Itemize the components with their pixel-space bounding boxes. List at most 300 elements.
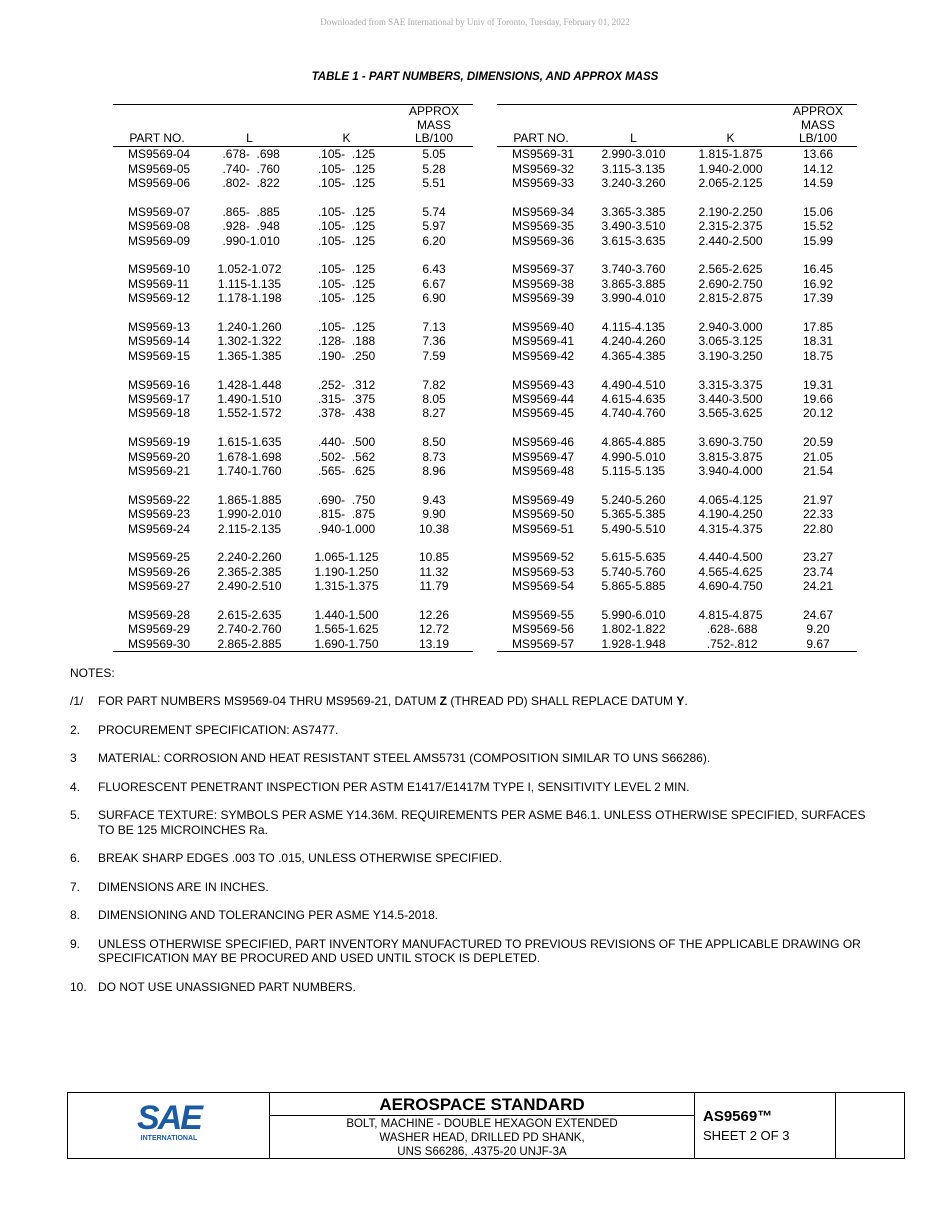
table-row	[497, 550, 857, 564]
header-part-no: PART NO.	[497, 105, 585, 147]
mass-cell: 15.52	[802, 219, 834, 234]
k-dimension-cell: .105- .125	[317, 233, 376, 248]
note-text: MATERIAL: CORROSION AND HEAT RESISTANT STEEL AMS5731 (COMPOSITION SIMILAR TO UNS S66286).	[98, 751, 711, 766]
l-dimension-cell: 2.615-2.635	[217, 607, 282, 622]
part-number-cell: MS9569-31	[512, 147, 575, 162]
table-row	[497, 219, 857, 233]
mass-cell: 8.96	[422, 463, 446, 478]
table-row	[113, 608, 473, 622]
k-dimension-cell: 4.815-4.875	[698, 607, 763, 622]
l-dimension-cell: 3.865-3.885	[601, 276, 666, 291]
k-dimension-cell: .128- .188	[317, 334, 376, 349]
k-dimension-cell: .105- .125	[317, 276, 376, 291]
l-dimension-cell: 2.740-2.760	[217, 622, 282, 637]
k-dimension-cell: .190- .250	[317, 348, 376, 363]
note-item	[70, 880, 880, 894]
table-row	[113, 147, 473, 162]
table-row	[497, 464, 857, 478]
mass-cell: 12.72	[418, 622, 450, 637]
note-number: 4.	[70, 779, 81, 794]
part-number-cell: MS9569-24	[128, 521, 191, 536]
l-dimension-cell: .740- .760	[219, 161, 280, 176]
mass-cell: 18.31	[802, 334, 834, 349]
k-dimension-cell: .378- .438	[317, 406, 376, 421]
mass-cell: 6.43	[422, 262, 446, 277]
group-spacer	[497, 248, 857, 262]
note-number: /1/	[70, 694, 84, 708]
l-dimension-cell: .990-1.010	[219, 233, 280, 248]
k-dimension-cell: .815- .875	[317, 507, 376, 522]
mass-cell: 6.20	[422, 233, 446, 248]
title-block	[67, 1092, 905, 1159]
l-dimension-cell: 4.365-4.385	[601, 348, 666, 363]
description-line: BOLT, MACHINE - DOUBLE HEXAGON EXTENDED	[346, 1118, 618, 1130]
table-row	[113, 349, 473, 363]
part-number-cell: MS9569-38	[512, 276, 575, 291]
note-number: 10.	[70, 979, 87, 994]
part-number-cell: MS9569-07	[128, 204, 191, 219]
k-dimension-cell: 3.065-3.125	[698, 334, 763, 349]
part-number-cell: MS9569-15	[128, 348, 191, 363]
parts-table-right	[497, 104, 857, 652]
notes-heading: NOTES:	[70, 666, 115, 680]
description-line: WASHER HEAD, DRILLED PD SHANK,	[379, 1132, 585, 1144]
note-text: DIMENSIONING AND TOLERANCING PER ASME Y14.5-2018.	[98, 908, 439, 923]
l-dimension-cell: 1.552-1.572	[217, 406, 282, 421]
part-number-cell: MS9569-48	[512, 463, 575, 478]
note-item	[70, 937, 880, 966]
header-part-no: PART NO.	[113, 105, 201, 147]
group-spacer	[497, 478, 857, 492]
part-number-cell: MS9569-41	[512, 334, 575, 349]
part-number-cell: MS9569-45	[512, 406, 575, 421]
note-item	[70, 751, 880, 765]
k-dimension-cell: 4.565-4.625	[698, 564, 763, 579]
note-text: DO NOT USE UNASSIGNED PART NUMBERS.	[98, 979, 356, 994]
table-row	[497, 450, 857, 464]
note-item	[70, 980, 880, 994]
part-number-cell: MS9569-56	[512, 622, 575, 637]
table-row	[497, 176, 857, 190]
part-number-cell: MS9569-40	[512, 319, 575, 334]
mass-cell: 21.05	[802, 449, 834, 464]
table-row	[113, 234, 473, 248]
table-row	[113, 450, 473, 464]
part-number-cell: MS9569-20	[128, 449, 191, 464]
note-number: 8.	[70, 908, 81, 923]
mass-cell: 23.74	[802, 564, 834, 579]
part-number-cell: MS9569-10	[128, 262, 191, 277]
mass-cell: 7.36	[422, 334, 446, 349]
mass-cell: 8.27	[422, 406, 446, 421]
mass-cell: 14.59	[802, 175, 834, 190]
l-dimension-cell: 3.240-3.260	[601, 175, 666, 190]
table-row	[113, 522, 473, 536]
l-dimension-cell: 1.802-1.822	[601, 622, 666, 637]
note-text-segment: FOR PART NUMBERS MS9569-04 THRU MS9569-21, DATUM	[98, 694, 440, 708]
l-dimension-cell: 1.240-1.260	[217, 319, 282, 334]
note-number: 6.	[70, 851, 81, 866]
mass-cell: 11.79	[419, 579, 449, 594]
part-number-cell: MS9569-57	[497, 637, 585, 652]
l-dimension-cell: 1.740-1.760	[217, 463, 282, 478]
part-number-cell: MS9569-13	[128, 319, 191, 334]
note-number: 7.	[70, 879, 81, 894]
group-spacer	[113, 536, 473, 550]
description-line: UNS S66286, .4375-20 UNJF-3A	[397, 1146, 567, 1158]
k-dimension-cell: .252- .312	[317, 377, 376, 392]
l-dimension-cell: 1.990-2.010	[217, 507, 282, 522]
mass-cell: 6.90	[422, 291, 446, 306]
table-row	[113, 219, 473, 233]
mass-cell: 19.31	[802, 377, 834, 392]
mass-cell: 17.39	[802, 291, 834, 306]
k-dimension-cell: .628-.688	[703, 622, 758, 637]
l-dimension-cell: .928- .948	[219, 219, 280, 234]
part-number-cell: MS9569-27	[128, 579, 191, 594]
mass-cell: 8.73	[422, 449, 446, 464]
table-row	[497, 435, 857, 449]
mass-cell: 16.92	[802, 276, 834, 291]
mass-cell: 5.28	[422, 161, 446, 176]
table-row	[113, 320, 473, 334]
k-dimension-cell: 3.565-3.625	[698, 406, 763, 421]
part-number-cell: MS9569-08	[128, 219, 191, 234]
part-number-cell: MS9569-25	[128, 550, 191, 565]
l-dimension-cell: 1.365-1.385	[217, 348, 282, 363]
l-dimension-cell: 4.990-5.010	[601, 449, 666, 464]
part-number-cell: MS9569-28	[128, 607, 191, 622]
k-dimension-cell: .105- .125	[317, 291, 376, 306]
part-number-cell: MS9569-23	[128, 507, 191, 522]
mass-cell: 6.67	[422, 276, 446, 291]
k-dimension-cell: .940-1.000	[317, 521, 376, 536]
datum-label: Y	[676, 694, 685, 708]
k-dimension-cell: 2.565-2.625	[698, 262, 763, 277]
table-row	[113, 406, 473, 420]
group-spacer	[113, 248, 473, 262]
mass-cell: 13.19	[395, 637, 473, 652]
l-dimension-cell: 5.865-5.885	[601, 579, 666, 594]
part-number-cell: MS9569-35	[512, 219, 575, 234]
mass-cell: 5.74	[422, 204, 446, 219]
l-dimension-cell: 5.740-5.760	[601, 564, 666, 579]
part-number-cell: MS9569-53	[512, 564, 575, 579]
note-item	[70, 780, 880, 794]
table-row	[497, 522, 857, 536]
table-row	[113, 464, 473, 478]
l-dimension-cell: 2.490-2.510	[217, 579, 282, 594]
part-number-cell: MS9569-06	[128, 175, 191, 190]
part-number-cell: MS9569-04	[128, 147, 191, 162]
group-spacer	[113, 306, 473, 320]
note-number: 9.	[70, 937, 81, 952]
table-row	[113, 277, 473, 291]
table-row	[113, 291, 473, 305]
k-dimension-cell: 2.815-2.875	[698, 291, 763, 306]
l-dimension-cell: .678- .698	[219, 147, 280, 162]
table-row	[497, 147, 857, 162]
mass-cell: 9.67	[779, 637, 857, 652]
group-spacer	[497, 190, 857, 204]
l-dimension-cell: 3.615-3.635	[601, 233, 666, 248]
part-number-cell: MS9569-05	[128, 161, 191, 176]
mass-cell: 14.12	[802, 161, 834, 176]
mass-cell: 24.21	[802, 579, 834, 594]
k-dimension-cell: 3.190-3.250	[698, 348, 763, 363]
table-row	[497, 608, 857, 622]
part-number-cell: MS9569-43	[512, 377, 575, 392]
k-dimension-cell: 2.690-2.750	[698, 276, 763, 291]
k-dimension-cell: .105- .125	[317, 319, 376, 334]
table-row	[113, 507, 473, 521]
l-dimension-cell: 2.365-2.385	[217, 564, 282, 579]
l-dimension-cell: 3.740-3.760	[601, 262, 666, 277]
header-l: L	[585, 105, 682, 147]
group-spacer	[497, 363, 857, 377]
l-dimension-cell: 4.740-4.760	[601, 406, 666, 421]
table-row	[113, 262, 473, 276]
k-dimension-cell: 4.190-4.250	[698, 507, 763, 522]
mass-cell: 12.26	[418, 607, 450, 622]
header-k: K	[682, 105, 779, 147]
mass-cell: 17.85	[802, 319, 834, 334]
l-dimension-cell: 1.615-1.635	[217, 435, 282, 450]
k-dimension-cell: 1.190-1.250	[314, 564, 379, 579]
note-number: 2.	[70, 722, 81, 737]
table-row	[113, 579, 473, 593]
l-dimension-cell: 3.365-3.385	[601, 204, 666, 219]
part-number-cell: MS9569-22	[128, 492, 191, 507]
table-row	[113, 205, 473, 219]
group-spacer	[113, 190, 473, 204]
table-row	[113, 334, 473, 348]
part-number-cell: MS9569-52	[512, 550, 575, 565]
mass-cell: 11.32	[419, 564, 449, 579]
l-dimension-cell: 5.365-5.385	[601, 507, 666, 522]
k-dimension-cell: 3.940-4.000	[698, 463, 763, 478]
k-dimension-cell: .105- .125	[317, 147, 376, 162]
table-row	[497, 205, 857, 219]
group-spacer	[497, 306, 857, 320]
mass-cell: 10.38	[418, 521, 450, 536]
mass-cell: 16.45	[802, 262, 834, 277]
part-number-cell: MS9569-32	[512, 161, 575, 176]
parts-table-left	[113, 104, 473, 652]
k-dimension-cell: .690- .750	[317, 492, 376, 507]
mass-cell: 9.20	[806, 622, 830, 637]
sheet-number: SHEET 2 OF 3	[703, 1128, 790, 1143]
mass-cell: 21.97	[802, 492, 834, 507]
table-row	[113, 550, 473, 564]
part-number-cell: MS9569-30	[113, 637, 201, 652]
table-row	[113, 176, 473, 190]
table-row	[497, 622, 857, 636]
l-dimension-cell: 1.178-1.198	[217, 291, 282, 306]
table-row	[497, 349, 857, 363]
mass-cell: 13.66	[802, 147, 834, 162]
k-dimension-cell: .105- .125	[317, 204, 376, 219]
k-dimension-cell: .105- .125	[317, 175, 376, 190]
mass-cell: 8.50	[422, 435, 446, 450]
k-dimension-cell: .105- .125	[317, 219, 376, 234]
k-dimension-cell: .440- .500	[317, 435, 376, 450]
k-dimension-cell: 4.690-4.750	[698, 579, 763, 594]
mass-cell: 19.66	[802, 391, 834, 406]
part-number-cell: MS9569-49	[512, 492, 575, 507]
group-spacer	[113, 421, 473, 435]
l-dimension-cell: 1.115-1.135	[217, 276, 282, 291]
mass-cell: 15.99	[802, 233, 834, 248]
l-dimension-cell: 3.115-3.135	[601, 161, 666, 176]
k-dimension-cell: 4.440-4.500	[698, 550, 763, 565]
k-dimension-cell: .105- .125	[317, 262, 376, 277]
table-row	[497, 234, 857, 248]
k-dimension-cell: 1.815-1.875	[698, 147, 763, 162]
group-spacer	[497, 536, 857, 550]
note-text-segment: (THREAD PD) SHALL REPLACE DATUM	[447, 694, 677, 708]
part-number-cell: MS9569-54	[512, 579, 575, 594]
l-dimension-cell: 1.052-1.072	[217, 262, 282, 277]
note-text: FLUORESCENT PENETRANT INSPECTION PER ASTM E1417/E1417M TYPE I, SENSITIVITY LEVEL 2 MIN.	[98, 779, 690, 794]
part-number-cell: MS9569-21	[128, 463, 191, 478]
table-row	[497, 277, 857, 291]
sae-logo-letters: SAE	[137, 1099, 201, 1137]
l-dimension-cell: 4.115-4.135	[601, 319, 666, 334]
l-dimension-cell: 5.490-5.510	[601, 521, 666, 536]
title-block-description	[270, 1093, 695, 1158]
mass-cell: 10.85	[418, 550, 450, 565]
table-row	[113, 493, 473, 507]
table-row	[113, 622, 473, 636]
sae-logo	[68, 1093, 270, 1158]
mass-cell: 9.90	[422, 507, 446, 522]
table-row	[497, 334, 857, 348]
l-dimension-cell: 2.115-2.135	[217, 521, 282, 536]
table-row	[497, 565, 857, 579]
part-number-cell: MS9569-19	[128, 435, 191, 450]
k-dimension-cell: 2.065-2.125	[698, 175, 763, 190]
mass-cell: 8.05	[422, 391, 446, 406]
part-number-cell: MS9569-11	[128, 276, 190, 291]
table-row	[113, 637, 473, 652]
part-number-cell: MS9569-51	[512, 521, 575, 536]
l-dimension-cell: 4.240-4.260	[601, 334, 666, 349]
mass-cell: 7.59	[422, 348, 446, 363]
l-dimension-cell: .865- .885	[219, 204, 280, 219]
l-dimension-cell: .802- .822	[219, 175, 280, 190]
note-text: BREAK SHARP EDGES .003 TO .015, UNLESS OTHERWISE SPECIFIED.	[98, 851, 502, 866]
k-dimension-cell: 1.565-1.625	[314, 622, 379, 637]
k-dimension-cell: .105- .125	[317, 161, 376, 176]
mass-cell: 23.27	[802, 550, 834, 565]
part-number-cell: MS9569-55	[512, 607, 575, 622]
group-spacer	[113, 594, 473, 608]
part-number-cell: MS9569-34	[512, 204, 575, 219]
table-row	[497, 507, 857, 521]
l-dimension-cell: 3.990-4.010	[601, 291, 666, 306]
table-row	[497, 320, 857, 334]
mass-cell: 5.05	[422, 147, 446, 162]
part-number-cell: MS9569-39	[512, 291, 575, 306]
note-text: SURFACE TEXTURE: SYMBOLS PER ASME Y14.36M. REQUIREMENTS PER ASME B46.1. UNLESS OTHERWISE SPECIFIED, SURFACES TO BE 125 MICROINCHES Ra.	[98, 808, 866, 837]
note-item	[70, 808, 880, 837]
table-row	[113, 565, 473, 579]
parts-table-right-body	[497, 147, 857, 652]
l-dimension-cell: 3.490-3.510	[601, 219, 666, 234]
note-number: 5.	[70, 808, 81, 823]
note-number: 3	[70, 751, 77, 766]
mass-cell: 18.75	[802, 348, 834, 363]
title-block-docinfo	[695, 1093, 836, 1158]
l-dimension-cell: 4.865-4.885	[601, 435, 666, 450]
note-text: UNLESS OTHERWISE SPECIFIED, PART INVENTORY MANUFACTURED TO PREVIOUS REVISIONS OF THE APPLICABLE DRAWING OR SPECIFICATION MAY BE PROCURED AND USED UNTIL STOCK IS DEPLETED.	[98, 937, 861, 966]
k-dimension-cell: 1.315-1.375	[314, 579, 379, 594]
header-mass: APPROX MASS LB/100	[779, 105, 857, 147]
mass-cell: 20.12	[802, 406, 834, 421]
mass-cell: 21.54	[802, 463, 834, 478]
group-spacer	[113, 363, 473, 377]
part-number-cell: MS9569-37	[512, 262, 575, 277]
table-row	[113, 162, 473, 176]
k-dimension-cell: 1.440-1.500	[314, 607, 379, 622]
k-dimension-cell: 3.690-3.750	[698, 435, 763, 450]
k-dimension-cell: 2.940-3.000	[698, 319, 763, 334]
l-dimension-cell: 5.240-5.260	[601, 492, 666, 507]
standard-title: AEROSPACE STANDARD	[270, 1093, 694, 1116]
note-item	[70, 694, 880, 708]
group-spacer	[497, 421, 857, 435]
part-number-cell: MS9569-50	[512, 507, 575, 522]
header-k: K	[298, 105, 395, 147]
table-row	[113, 392, 473, 406]
k-dimension-cell: 1.065-1.125	[314, 550, 379, 565]
datum-label: Z	[439, 694, 447, 708]
k-dimension-cell: 1.940-2.000	[698, 161, 763, 176]
table-row	[497, 579, 857, 593]
doc-number: AS9569™	[703, 1108, 773, 1125]
l-dimension-cell: 2.990-3.010	[601, 147, 666, 162]
l-dimension-cell: 1.428-1.448	[217, 377, 282, 392]
table-row	[497, 406, 857, 420]
mass-cell: 5.97	[422, 219, 446, 234]
mass-cell: 15.06	[802, 204, 834, 219]
table-row	[497, 162, 857, 176]
part-number-cell: MS9569-44	[512, 391, 575, 406]
table-row	[497, 291, 857, 305]
sae-logo-text: INTERNATIONAL	[140, 1135, 198, 1142]
mass-cell: 5.51	[422, 175, 446, 190]
table-row	[113, 435, 473, 449]
note-item	[70, 851, 880, 865]
table-row	[497, 392, 857, 406]
k-dimension-cell: .502- .562	[317, 449, 376, 464]
part-number-cell: MS9569-12	[128, 291, 191, 306]
header-l: L	[201, 105, 298, 147]
part-number-cell: MS9569-47	[512, 449, 575, 464]
l-dimension-cell: 1.865-1.885	[217, 492, 282, 507]
mass-cell: 22.33	[802, 507, 834, 522]
l-dimension-cell: 2.240-2.260	[217, 550, 282, 565]
k-dimension-cell: .752-.812	[682, 637, 779, 652]
part-number-cell: MS9569-14	[128, 334, 191, 349]
part-number-cell: MS9569-09	[128, 233, 191, 248]
part-number-cell: MS9569-33	[512, 175, 575, 190]
l-dimension-cell: 1.928-1.948	[585, 637, 682, 652]
part-number-cell: MS9569-17	[128, 391, 191, 406]
table-row	[113, 378, 473, 392]
k-dimension-cell: 1.690-1.750	[298, 637, 395, 652]
